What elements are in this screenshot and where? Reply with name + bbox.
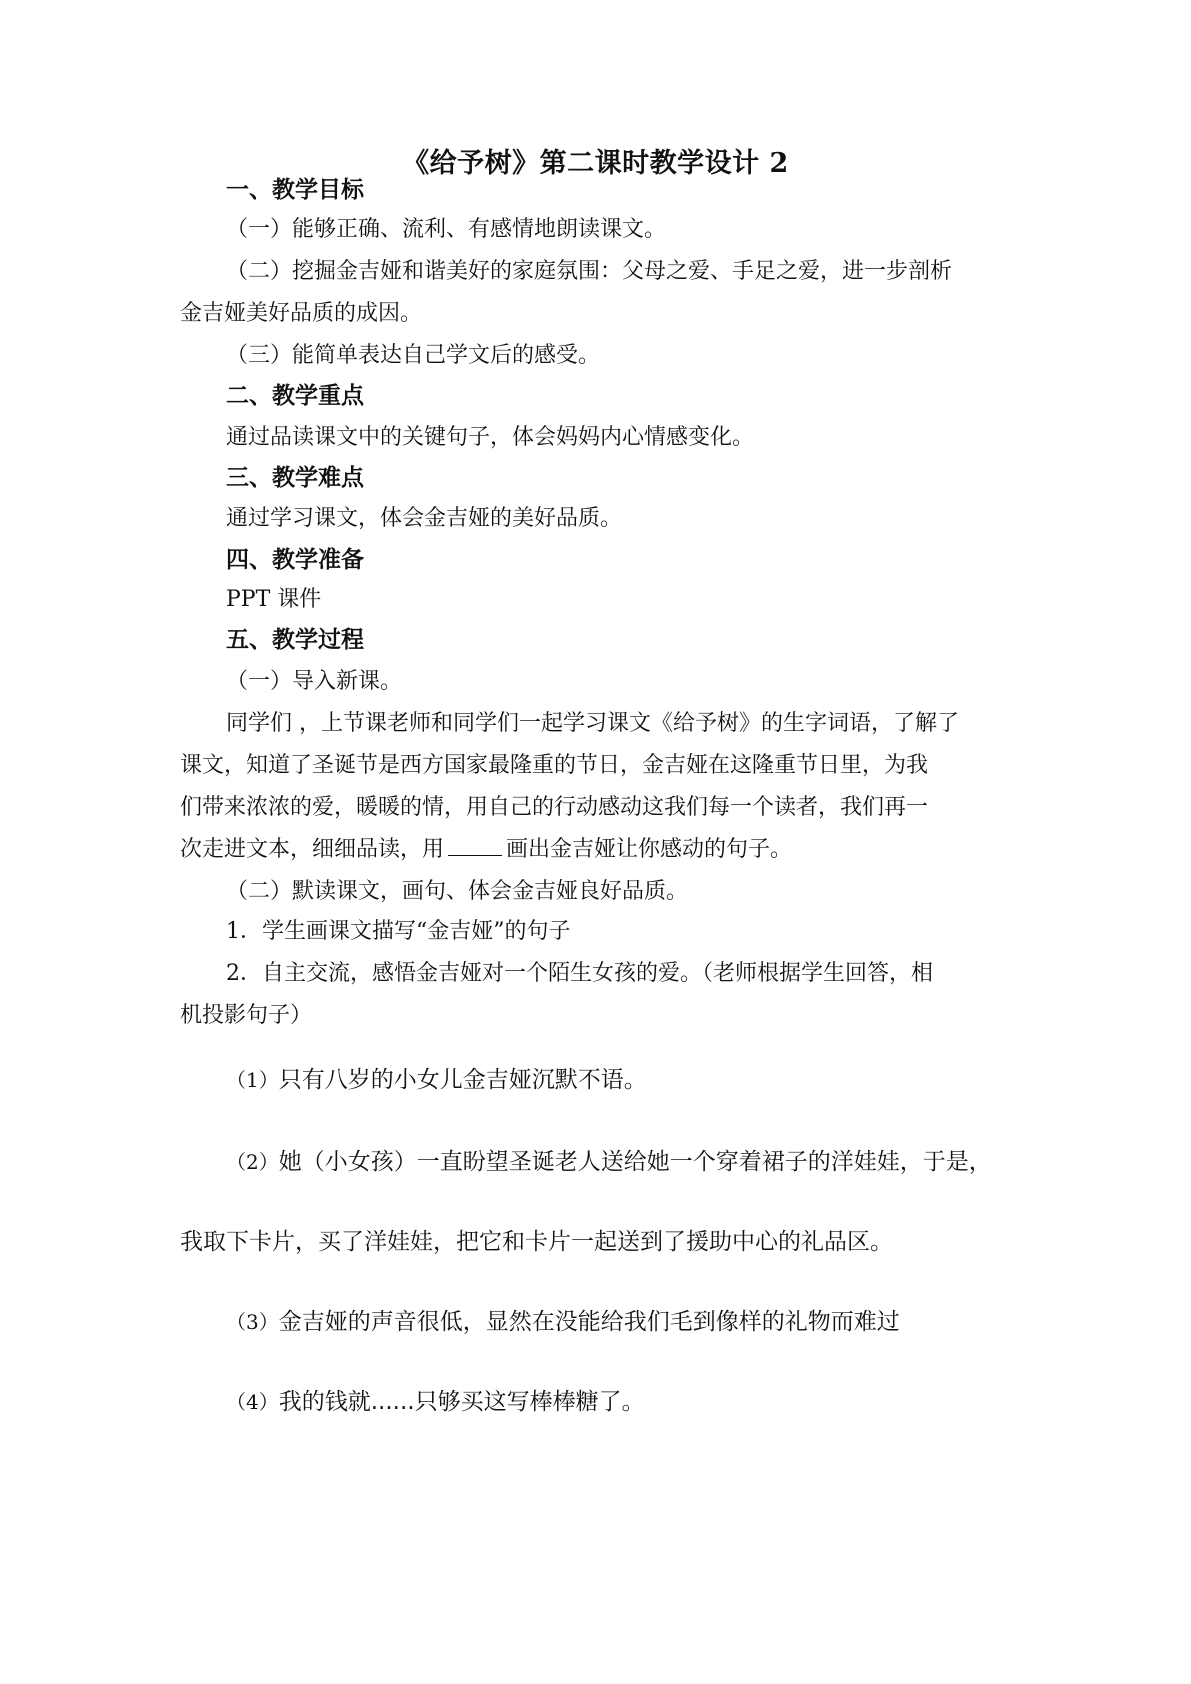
process-step-2-line-1: 2．自主交流，感悟金吉娅对一个陌生女孩的爱。（老师根据学生回答，相 (226, 961, 933, 986)
process-step-2-line-2: 机投影句子） (180, 1003, 313, 1028)
quote-1 (180, 1058, 1020, 1102)
quote-3-text: 金吉娅的声音很低，显然在没能给我们毛到像样的礼物而难过 (278, 1309, 900, 1335)
goal-item-3: （三）能简单表达自己学文后的感受。 (226, 343, 601, 368)
key-points-text: 通过品读课文中的关键句子，体会妈妈内心情感变化。 (226, 425, 755, 450)
goal-item-1: （一）能够正确、流利、有感情地朗读课文。 (226, 217, 667, 242)
quote-3-number: （3） (226, 1310, 279, 1334)
process-intro-line-2: 课文，知道了圣诞节是西方国家最隆重的节日，金吉娅在这隆重节日里，为我 (180, 753, 929, 778)
quote-2-line-1 (180, 1140, 1020, 1184)
heading-difficulties: 三、教学难点 (226, 464, 364, 491)
difficulties-text: 通过学习课文，体会金吉娅的美好品质。 (226, 506, 623, 531)
quote-3 (180, 1300, 1020, 1344)
quote-4-number: （4） (226, 1390, 279, 1414)
document-title: 《给予树》第二课时教学设计 2 (402, 148, 789, 179)
process-intro-line-1: 同学们 ，上节课老师和同学们一起学习课文《给予树》的生字词语，了解了 (226, 711, 959, 736)
quote-4-text: 我的钱就......只够买这写棒棒糖了。 (278, 1389, 645, 1415)
quote-2-number: （2） (226, 1150, 279, 1174)
quote-4 (180, 1380, 1020, 1424)
goal-item-2-line-2: 金吉娅美好品质的成因。 (180, 301, 423, 326)
process-step-1: 1．学生画课文描写“金吉娅”的句子 (226, 919, 571, 944)
heading-key-points: 二、教学重点 (226, 382, 364, 409)
heading-process: 五、教学过程 (226, 626, 364, 653)
process-intro-line-4 (180, 828, 1020, 872)
quote-2-text-line-1: 她（小女孩）一直盼望圣诞老人送给她一个穿着裙子的洋娃娃，于是， (278, 1149, 992, 1175)
process-intro-label: （一）导入新课。 (226, 669, 403, 694)
goal-item-2-line-1: （二）挖掘金吉娅和谐美好的家庭氛围：父母之爱、手足之爱，进一步剖析 (226, 259, 953, 284)
fill-in-blank (448, 854, 502, 856)
quote-1-text: 只有八岁的小女儿金吉娅沉默不语。 (278, 1067, 647, 1093)
process-read-label: （二）默读课文，画句、体会金吉娅良好品质。 (226, 879, 689, 904)
preparation-text: PPT 课件 (226, 587, 322, 612)
quote-2-line-2: 我取下卡片，买了洋娃娃，把它和卡片一起送到了援助中心的礼品区。 (180, 1229, 893, 1255)
heading-preparation: 四、教学准备 (226, 546, 364, 573)
process-intro-line-3: 们带来浓浓的爱，暖暖的情，用自己的行动感动这我们每一个读者，我们再一 (180, 795, 929, 820)
process-intro-line-4-start: 次走进文本，细细品读，用 (180, 837, 445, 862)
process-intro-line-4-end: 画出金吉娅让你感动的句子。 (506, 837, 793, 862)
quote-1-number: （1） (226, 1068, 279, 1092)
heading-teaching-goals: 一、教学目标 (226, 176, 364, 203)
